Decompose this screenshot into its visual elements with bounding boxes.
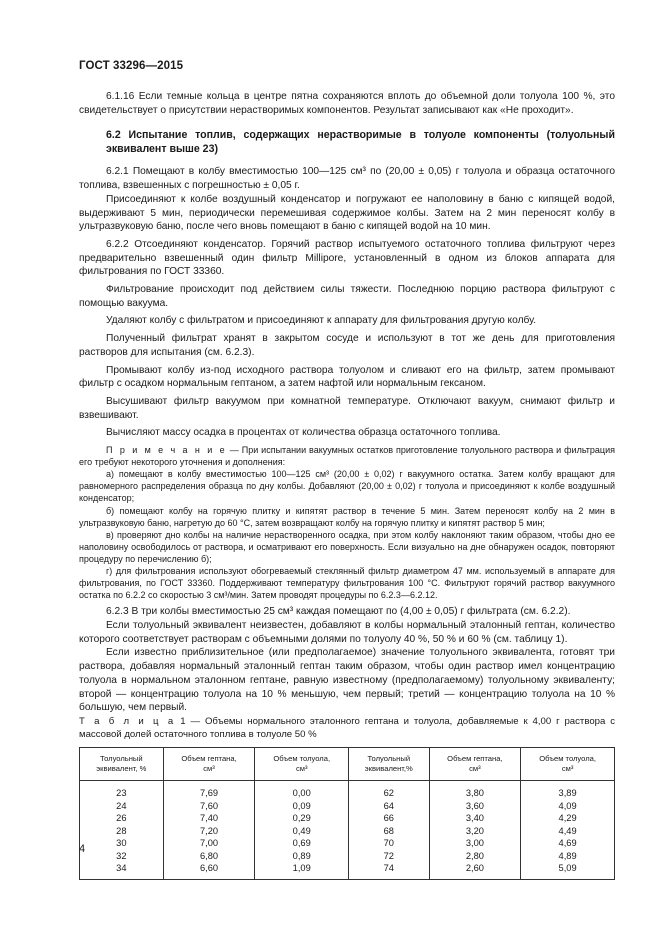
volumes-table: [79, 747, 615, 880]
table-cell: 68: [349, 825, 429, 838]
header-line: см³: [469, 763, 481, 773]
table-row: [80, 825, 615, 838]
table-cell: 66: [349, 812, 429, 825]
table-caption-text: 1 — Объемы нормального эталонного гептана и толуола, добавляемые к 4,00 г раствора с массовой долей остаточного топлива в толуоле 50 %: [79, 715, 616, 740]
table-row: [80, 850, 615, 863]
paragraph: 6.2.3 В три колбы вместимостью 25 см³ каждая помещают по (4,00 ± 0,05) г фильтрата (см. 6.2.2).: [106, 606, 571, 618]
table-header-row: [80, 747, 615, 780]
table-cell: 6,80: [163, 850, 255, 863]
header-line: см³: [203, 763, 215, 773]
table-row: [80, 837, 615, 850]
table-cell: 3,00: [429, 837, 521, 850]
table-cell: 3,60: [429, 800, 521, 813]
table-row: [80, 812, 615, 825]
table-cell: 6,60: [163, 862, 255, 879]
table-cell: 74: [349, 862, 429, 879]
table-cell: 26: [80, 812, 164, 825]
table-cell: 64: [349, 800, 429, 813]
paragraph: Удаляют колбу с фильтратом и присоединяют к аппарату для фильтрования другую колбу.: [106, 315, 537, 327]
page-number: 4: [79, 843, 86, 855]
note-item: а) помещают в колбу вместимостью 100—125 см³ (20,00 ± 0,02) г вакуумного остатка. Затем колбу вращают для равномерного распределения образца по дну колбы. Добавляют (20,00 ± 0,02) г толуола и присоединяют к колбе воздушный конденсатор;: [79, 469, 615, 504]
paragraph: Если толуольный эквивалент неизвестен, добавляют в колбы нормальный эталонный гептан, количество которого соответствует растворам с объемными долями по толуолу 40 %, 50 % и 60 % (см. таблицу 1).: [79, 619, 615, 645]
table-body: [80, 780, 615, 879]
table-cell: 4,09: [521, 800, 615, 813]
table-row: [80, 780, 615, 799]
table-cell: 7,00: [163, 837, 255, 850]
table-cell: 34: [80, 862, 164, 879]
header-cell: [255, 747, 349, 780]
table-cell: 7,69: [163, 780, 255, 799]
table-row: [80, 800, 615, 813]
header-line: см³: [561, 763, 574, 773]
paragraph: 6.2.1 Помещают в колбу вместимостью 100—125 см³ по (20,00 ± 0,05) г толуола и образца остаточного топлива, взвешенных с погрешностью ± 0,05 г.: [79, 166, 615, 192]
table-cell: 2,80: [429, 850, 521, 863]
table-cell: 28: [80, 825, 164, 838]
paragraph: Если известно приблизительное (или предполагаемое) значение толуольного эквивалента, готовят три раствора, добавляя нормальный эталонный гептан таким образом, чтобы один раствор имел концентрацию толуола в нормальном эталонном гептане, равную известному (предполагаемому) толуольному эквиваленту; второй — концентрацию толуола на 10 % меньшую, чем первый; третий — концентрацию толуола на 10 % большую, чем первый.: [79, 647, 615, 714]
header-cell: [521, 747, 615, 780]
table-row: [80, 862, 615, 879]
table-cell: 3,40: [429, 812, 521, 825]
note-intro-text: — При испытании вакуумных остатков приготовление толуольного раствора и фильтрация его требуют некоторого уточнения и дополнения:: [79, 445, 615, 468]
table-cell: 0,49: [255, 825, 349, 838]
standard-header: ГОСТ 33296—2015: [79, 60, 184, 72]
note-intro: [79, 444, 615, 468]
note-item: в) проверяют дно колбы на наличие нерастворенного осадка, при этом колбу наклоняют таким образом, чтобы дно ее наполовину освободилось от раствора, и осматривают его поверхность. Если визуально на дне обнаружен осадок, повторяют процедуру по перечислению б);: [79, 529, 615, 564]
header-line: Толуольный: [100, 753, 143, 763]
header-cell: [163, 747, 255, 780]
table-cell: 3,20: [429, 825, 521, 838]
table-cell: 7,20: [163, 825, 255, 838]
note-item: г) для фильтрования используют обогреваемый стеклянный фильтр диаметром 47 мм. используемый в аппарате для фильтрования, по ГОСТ 33360. Поддерживают температуру фильтрования 100 °С. Фильтруют горячий раствор вакуумного остатка по 6.2.2 со скоростью 3 см³/мин. Затем проводят процедуры по 6.2.3—6.2.12.: [79, 566, 615, 601]
note-item: б) помещают колбу на горячую плитку и кипятят раствор в течение 5 мин. Затем переносят колбу на 2 мин в ультразвуковую баню, нагретую до 60 °С, затем возвращают колбу на горячую плитку и кипятят раствор 5 мин;: [79, 505, 615, 528]
header-cell: [80, 747, 164, 780]
header-line: см³: [295, 763, 308, 773]
table-label: Т а б л и ц а: [79, 715, 176, 727]
paragraph: Фильтрование происходит под действием силы тяжести. Последнюю порцию раствора фильтруют с помощью вакуума.: [79, 284, 615, 309]
table-cell: 0,89: [255, 850, 349, 863]
table-cell: 1,09: [255, 862, 349, 879]
note-label: П р и м е ч а н и е: [106, 445, 227, 456]
paragraph: 6.2.2 Отсоединяют конденсатор. Горячий раствор испытуемого остаточного топлива фильтруют через предварительно взвешенный один фильтр Millipore, установленный в одном из блоков аппарата для фильтрования по ГОСТ 33360.: [79, 238, 615, 278]
header-line: эквивалент, %: [96, 763, 147, 773]
table-cell: 70: [349, 837, 429, 850]
section-heading: 6.2 Испытание топлив, содержащих нерастворимые в толуоле компоненты (толуольный эквивалент выше 23): [106, 129, 615, 156]
header-line: Объем толуола,: [539, 753, 596, 763]
table-cell: 3,80: [429, 780, 521, 799]
table-cell: 0,09: [255, 800, 349, 813]
paragraph: Присоединяют к колбе воздушный конденсатор и погружают ее наполовину в баню с кипящей водой, выдерживают 5 мин, периодически перемешивая содержимое колбы. Затем на 2 мин переносят колбу в ультразвуковую баню, после чего вновь помещают в баню с кипящей водой на 10 мин.: [79, 193, 615, 233]
table-cell: 23: [80, 780, 164, 799]
table-cell: 32: [80, 850, 164, 863]
table-cell: 0,69: [255, 837, 349, 850]
table-cell: 0,00: [255, 780, 349, 799]
header-line: Объем толуола,: [273, 753, 331, 763]
table-caption: [79, 715, 615, 741]
paragraph: Вычисляют массу осадка в процентах от количества образца остаточного топлива.: [106, 427, 501, 439]
table-cell: 7,60: [163, 800, 255, 813]
header-line: Толуольный: [367, 753, 411, 763]
table-cell: 4,49: [521, 825, 615, 838]
table-cell: 62: [349, 780, 429, 799]
header-line: Объем гептана,: [447, 753, 503, 763]
table-cell: 4,29: [521, 812, 615, 825]
table-cell: 72: [349, 850, 429, 863]
table-cell: 0,29: [255, 812, 349, 825]
table-cell: 4,69: [521, 837, 615, 850]
header-cell: [429, 747, 521, 780]
table-cell: 7,40: [163, 812, 255, 825]
table-cell: 2,60: [429, 862, 521, 879]
table-cell: 30: [80, 837, 164, 850]
paragraph: Промывают колбу из-под исходного раствора толуолом и сливают его на фильтр, затем промывают фильтр с осадком нормальным гептаном, а затем нафтой или нормальным гексаном.: [79, 364, 615, 390]
table-cell: 3,89: [521, 780, 615, 799]
paragraph: 6.1.16 Если темные кольца в центре пятна сохраняются вплоть до объемной доли толуола 100 %, это свидетельствует о присутствии нерастворимых компонентов. Результат записывают как «Не проходит».: [79, 91, 615, 116]
header-line: эквивалент,%: [364, 763, 413, 773]
document-body: [79, 90, 615, 880]
header-line: Объем гептана,: [181, 753, 237, 763]
header-cell: [349, 747, 429, 780]
note-block: [79, 444, 615, 601]
paragraph: Высушивают фильтр вакуумом при комнатной температуре. Отключают вакуум, снимают фильтр и взвешивают.: [79, 395, 615, 421]
paragraph: Полученный фильтрат хранят в закрытом сосуде и используют в тот же день для приготовления растворов для испытания (см. 6.2.3).: [79, 333, 615, 358]
table-cell: 24: [80, 800, 164, 813]
table-cell: 4,89: [521, 850, 615, 863]
table-cell: 5,09: [521, 862, 615, 879]
